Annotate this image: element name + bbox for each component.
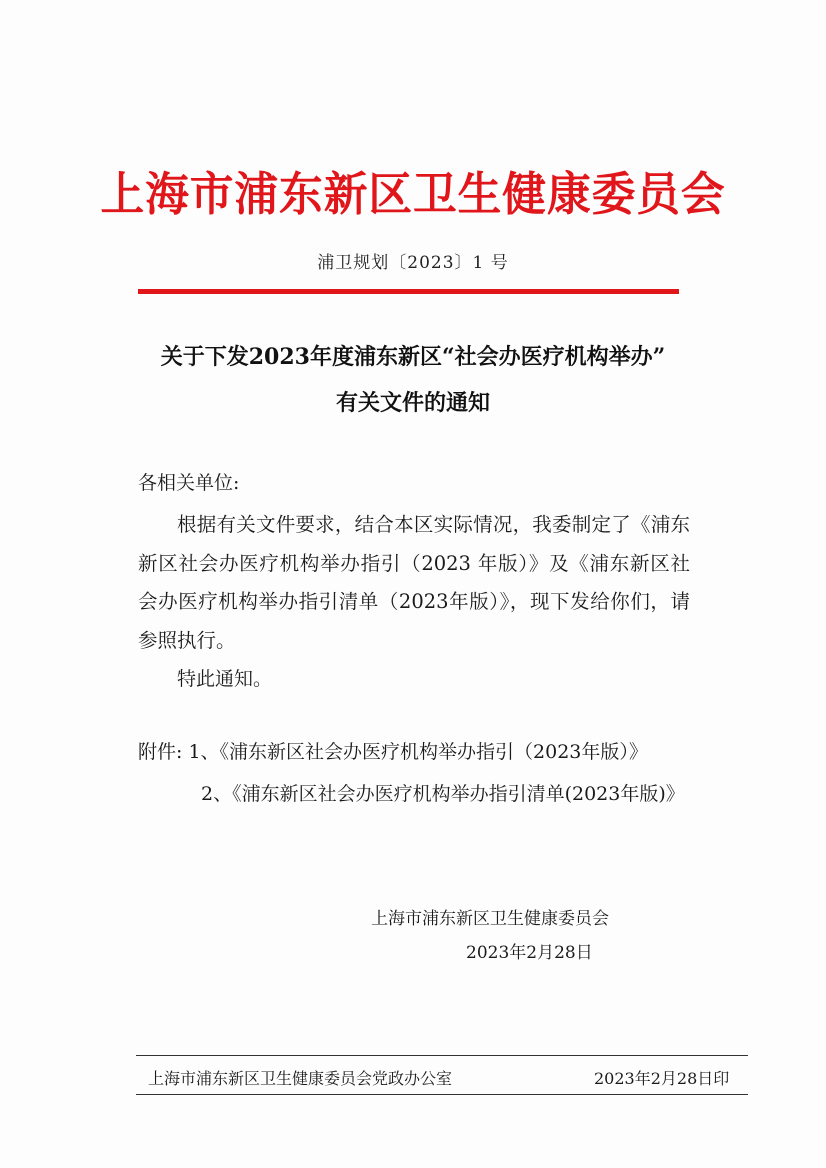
footer-top-rule <box>136 1055 748 1056</box>
signature-date: 2023年2月28日 <box>466 943 593 963</box>
document-title-line-2: 有关文件的通知 <box>335 390 490 416</box>
signature-organization: 上海市浦东新区卫生健康委员会 <box>371 909 609 929</box>
footer-bottom-rule <box>136 1094 748 1095</box>
document-number: 浦卫规划〔2023〕1 号 <box>317 253 509 273</box>
footer-issuing-office: 上海市浦东新区卫生健康委员会党政办公室 <box>148 1069 453 1088</box>
closing-remark: 特此通知。 <box>177 668 273 690</box>
attachment-item-2: 2、《浦东新区社会办医疗机构举办指引清单(2023年版)》 <box>201 783 685 805</box>
attachment-item-1: 附件: 1、《浦东新区社会办医疗机构举办指引（2023年版）》 <box>138 741 648 763</box>
footer-print-date: 2023年2月28日印 <box>594 1069 730 1088</box>
body-paragraph: 根据有关文件要求，结合本区实际情况，我委制定了《浦东新区社会办医疗机构举办指引（2023 年版）》及《浦东新区社会办医疗机构举办指引清单（2023年版）》，现下发给你们，请参照执行。 <box>138 513 690 652</box>
document-title-line-1: 关于下发2023年度浦东新区“社会办医疗机构举办” <box>160 344 666 370</box>
salutation: 各相关单位: <box>138 472 240 494</box>
issuing-organization-header: 上海市浦东新区卫生健康委员会 <box>100 167 726 221</box>
red-separator-line <box>138 289 679 294</box>
